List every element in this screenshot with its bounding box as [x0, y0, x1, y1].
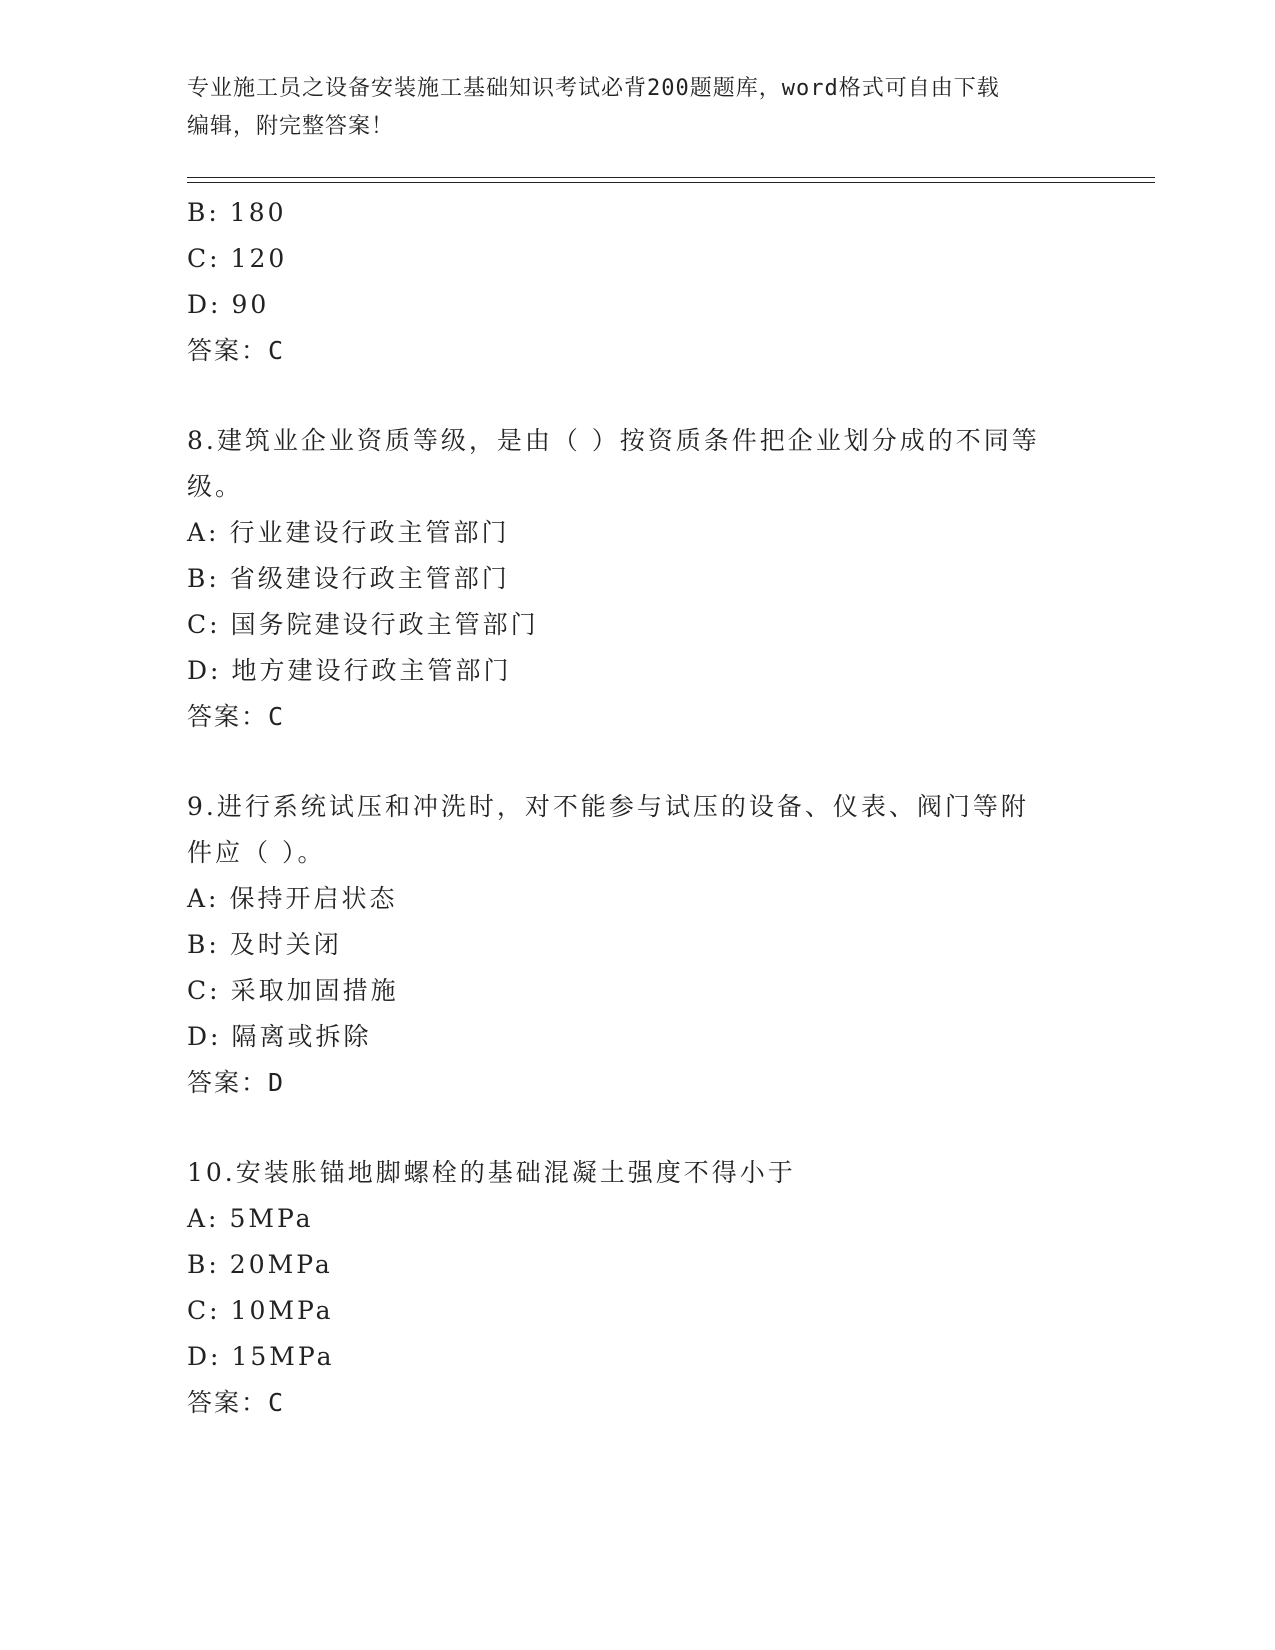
option-letter: A:: [187, 518, 220, 547]
answer-label: 答案：: [187, 1068, 269, 1097]
option-b: [187, 556, 1087, 602]
option-text: 行业建设行政主管部门: [229, 518, 510, 547]
question-text-line-2: 级。: [187, 472, 244, 501]
option-text: 地方建设行政主管部门: [231, 656, 512, 685]
option-text: 20MPa: [229, 1250, 333, 1279]
answer-label: 答案：: [187, 336, 269, 365]
answer-label: 答案：: [187, 702, 269, 731]
header-divider-bottom: [187, 182, 1155, 183]
option-text: 国务院建设行政主管部门: [230, 610, 539, 639]
answer-value: C: [268, 1388, 286, 1417]
option-letter: B:: [187, 1250, 220, 1279]
option-letter: B:: [187, 930, 220, 959]
answer-line: [187, 1060, 1087, 1106]
option-letter: D:: [187, 1342, 222, 1371]
option-d: [187, 1014, 1087, 1060]
question-text-line-2: 件应（ ）。: [187, 838, 326, 867]
option-a: [187, 876, 1087, 922]
question-text-line-1: 10.安装胀锚地脚螺栓的基础混凝土强度不得小于: [187, 1158, 796, 1187]
option-d: [187, 1334, 1087, 1380]
answer-line: [187, 328, 1087, 374]
option-letter: A:: [187, 1204, 220, 1233]
option-c: [187, 236, 1087, 282]
option-letter: D:: [187, 1022, 222, 1051]
option-b: [187, 1242, 1087, 1288]
spacer: [187, 374, 1087, 418]
document-header: [187, 70, 1067, 146]
option-letter: C:: [187, 610, 221, 639]
option-c: [187, 1288, 1087, 1334]
option-letter: C:: [187, 1296, 221, 1325]
option-letter: B:: [187, 564, 220, 593]
option-c: [187, 968, 1087, 1014]
option-a: [187, 510, 1087, 556]
question-block-8: [187, 418, 1087, 740]
answer-value: D: [268, 1068, 286, 1097]
answer-value: C: [268, 336, 286, 365]
option-letter: D:: [187, 290, 222, 319]
question-block-9: [187, 784, 1087, 1106]
answer-line: [187, 1380, 1087, 1426]
option-text: 保持开启状态: [229, 884, 398, 913]
option-letter: A:: [187, 884, 220, 913]
option-a: [187, 1196, 1087, 1242]
header-line-2: 编辑，附完整答案！: [187, 114, 395, 139]
option-letter: C:: [187, 976, 221, 1005]
option-text: 省级建设行政主管部门: [229, 564, 510, 593]
option-text: 180: [229, 198, 287, 227]
header-divider-top: [187, 177, 1155, 178]
spacer: [187, 740, 1087, 784]
spacer: [187, 1106, 1087, 1150]
question-list: [187, 190, 1087, 1426]
option-text: 及时关闭: [229, 930, 342, 959]
option-text: 10MPa: [230, 1296, 334, 1325]
option-text: 采取加固措施: [230, 976, 399, 1005]
answer-label: 答案：: [187, 1388, 269, 1417]
option-text: 5MPa: [229, 1204, 314, 1233]
question-text-line-1: 8.建筑业企业资质等级，是由（ ）按资质条件把企业划分成的不同等: [187, 426, 1040, 455]
option-letter: B:: [187, 198, 220, 227]
option-letter: C:: [187, 244, 221, 273]
option-d: [187, 648, 1087, 694]
option-b: [187, 922, 1087, 968]
option-letter: D:: [187, 656, 222, 685]
option-text: 120: [230, 244, 288, 273]
option-c: [187, 602, 1087, 648]
option-b: [187, 190, 1087, 236]
header-line-1: 专业施工员之设备安装施工基础知识考试必背200题题库，word格式可自由下载: [187, 76, 1000, 101]
answer-value: C: [268, 702, 286, 731]
question-text-line-1: 9.进行系统试压和冲洗时，对不能参与试压的设备、仪表、阀门等附: [187, 792, 1029, 821]
option-d: [187, 282, 1087, 328]
answer-line: [187, 694, 1087, 740]
option-text: 隔离或拆除: [231, 1022, 372, 1051]
option-text: 90: [231, 290, 270, 319]
question-block-10: [187, 1150, 1087, 1426]
question-block-7-tail: [187, 190, 1087, 374]
option-text: 15MPa: [231, 1342, 335, 1371]
